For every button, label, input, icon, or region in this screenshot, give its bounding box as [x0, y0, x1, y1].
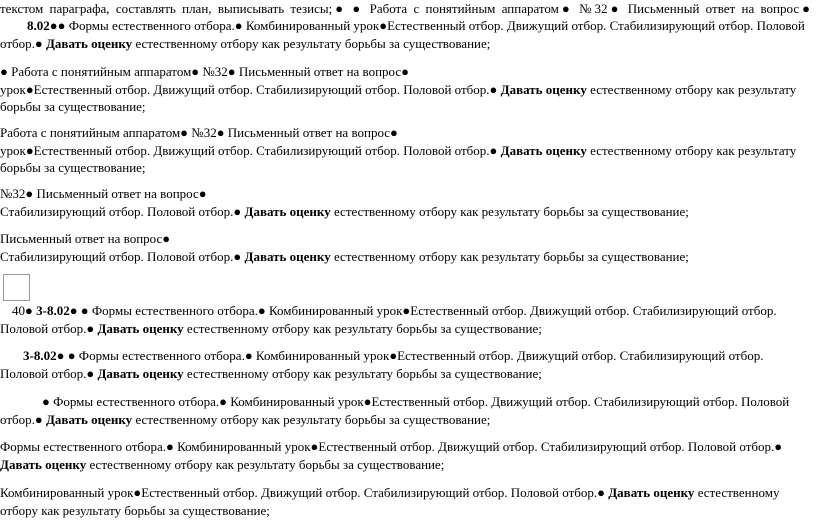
bullet: ● [0, 64, 8, 79]
paragraph-6: 40● 3-8.02● ● Формы естественного отбора.● Комбинированный урок●Естественный отбор. Движущий отбор. Стабилизирующий отбор. Половой отбор.● Давать оценку естественному отбору как результату борьбы за существование; [0, 303, 777, 336]
assess-label: Давать оценку [97, 365, 184, 381]
paragraph-8: ● Формы естественного отбора.● Комбинированный урок●Естественный отбор. Движущий отбор. Стабилизирующий отбор. Половой отбор.● Давать оценку естественному отбору как результату борьбы за существование; [0, 394, 790, 427]
paragraph-7: 3-8.02● ● Формы естественного отбора.● Комбинированный урок●Естественный отбор. Движущий отбор. Стабилизирующий отбор. Половой отбор.● Давать оценку естественному отбору как результату борьбы за существование; [0, 348, 764, 381]
assess-label: Давать оценку [500, 142, 587, 158]
assess-label: Давать оценку [45, 411, 133, 427]
empty-box [3, 274, 30, 301]
paragraph-5: Письменный ответ на вопрос● Стабилизирующий отбор. Половой отбор.● Давать оценку естественному отбору как результату борьбы за существование; [0, 231, 689, 264]
assess-label: Давать оценку [97, 320, 184, 336]
bullet: ● [67, 348, 76, 363]
lesson-number: 40● [12, 303, 33, 318]
assess-label: Давать оценку [244, 248, 331, 264]
paragraph-4: №32● Письменный ответ на вопрос● Стабилизирующий отбор. Половой отбор.● Давать оценку естественному отбору как результату борьбы за существование; [0, 186, 689, 219]
paragraph-2: ● Работа с понятийным аппаратом● №32● Письменный ответ на вопрос● урок●Естественный отбор. Движущий отбор. Стабилизирующий отбор. Половой отбор.● Давать оценку естественному отбору как результату борьбы за существование; [0, 64, 797, 114]
bullet: ● [42, 394, 50, 409]
bullet: ● [80, 303, 89, 318]
paragraph-1-body: 8.02●● Формы естественного отбора.● Комбинированный урок●Естественный отбор. Движущий отбор. Стабилизирующий отбор. Половой отбор.● Давать оценку естественному отбору как результату борьбы за существование; [0, 18, 805, 51]
assess-label: Давать оценку [0, 456, 87, 472]
lesson-code: 3-8.02● [36, 303, 78, 318]
paragraph-3: Работа с понятийным аппаратом● №32● Письменный ответ на вопрос● урок●Естественный отбор. Движущий отбор. Стабилизирующий отбор. Половой отбор.● Давать оценку естественному отбору как результату борьбы за существование; [0, 125, 797, 175]
paragraph-9: Формы естественного отбора.● Комбинированный урок●Естественный отбор. Движущий отбор. Стабилизирующий отбор. Половой отбор.● Давать оценку естественному отбору как результату борьбы за существование; [0, 439, 783, 472]
assess-label: Давать оценку [45, 35, 133, 51]
assess-label: Давать оценку [500, 81, 587, 97]
assess-label: Давать оценку [244, 203, 331, 219]
lesson-code: 3-8.02● [23, 348, 65, 363]
assess-label: Давать оценку [608, 485, 695, 500]
paragraph-intro-line: текстом параграфа, составлять план, выписывать тезисы;● ● Работа с понятийным аппаратом● №32● Письменный ответ на вопрос● [0, 1, 810, 16]
lesson-code: 8.02● [27, 18, 58, 33]
bullet: ● [57, 18, 66, 33]
paragraph-10: Комбинированный урок●Естественный отбор. Движущий отбор. Стабилизирующий отбор. Половой отбор.● Давать оценку естественному отбору как результату борьбы за существование; [0, 485, 780, 518]
